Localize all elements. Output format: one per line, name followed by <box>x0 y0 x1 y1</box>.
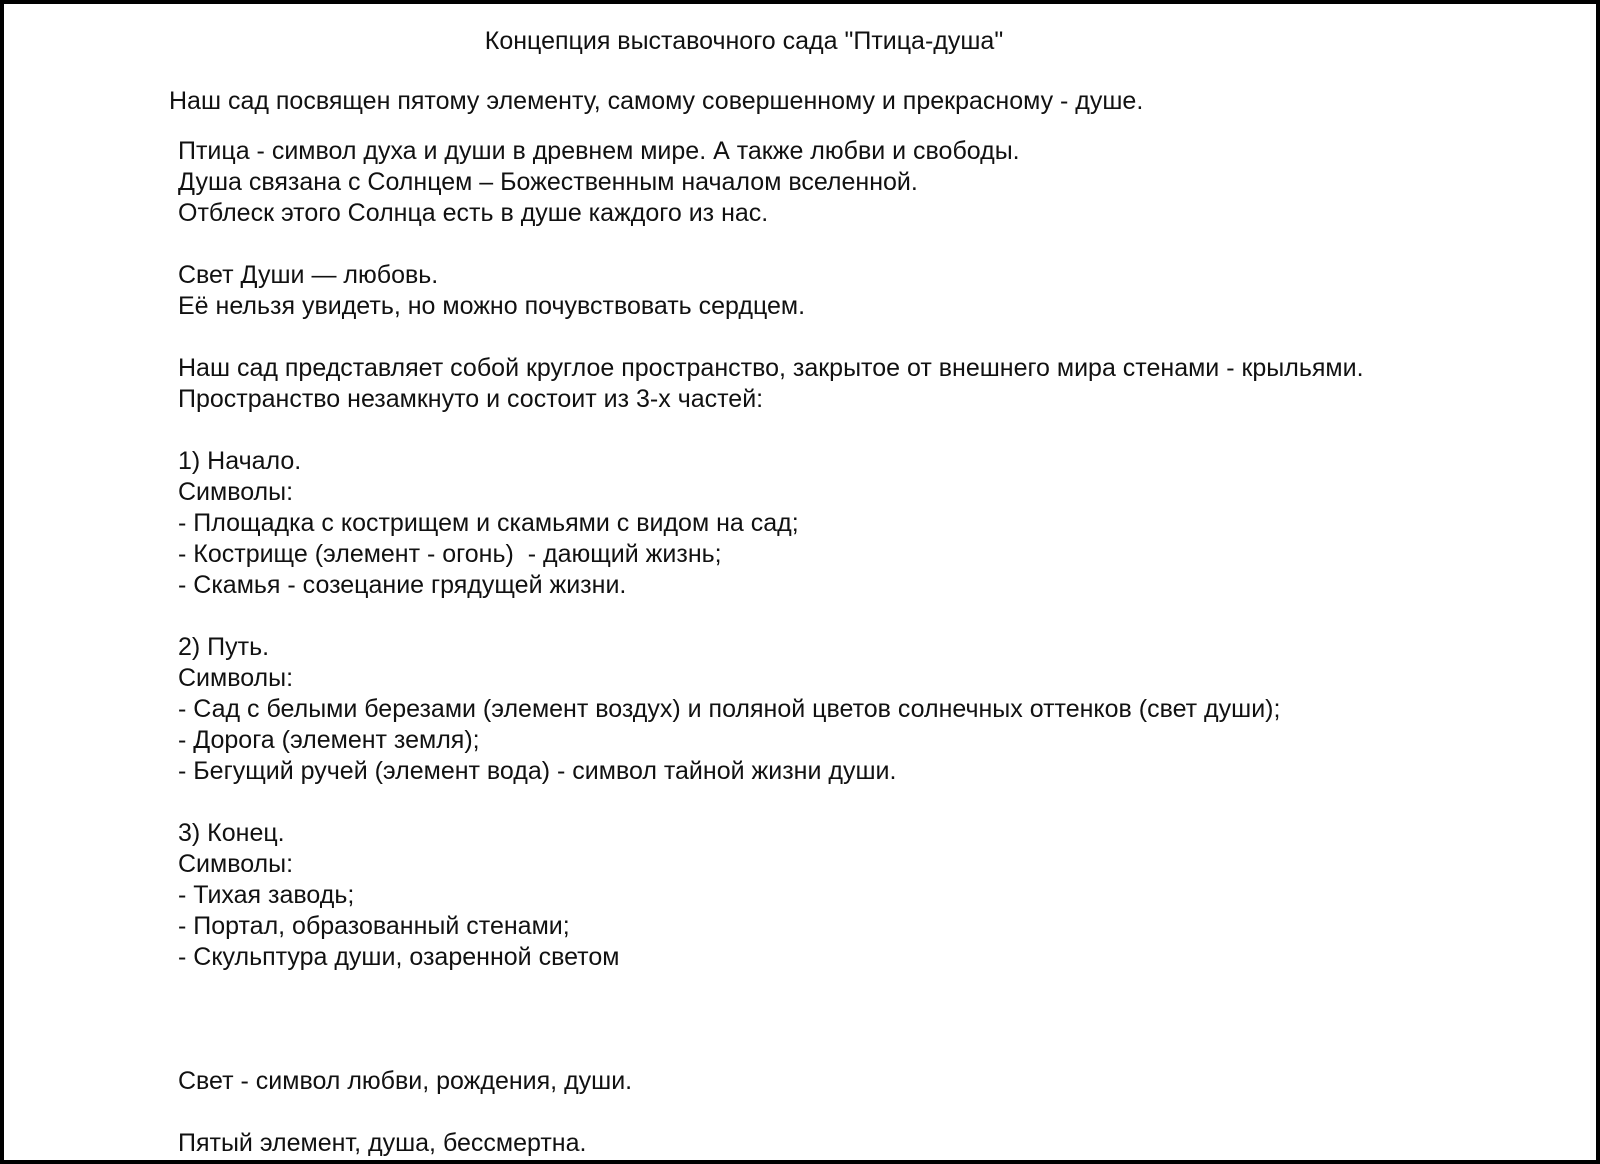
paragraph-gap <box>178 1035 1364 1066</box>
part-3-item: - Скульптура души, озаренной светом <box>178 943 620 971</box>
part-2-symbols-label: Символы: <box>178 664 294 692</box>
part-1-heading: 1) Начало. <box>178 447 302 475</box>
space-line-2: Пространство незамкнуто и состоит из 3-х частей: <box>178 385 764 413</box>
light-line-2: Её нельзя увидеть, но можно почувствовать сердцем. <box>178 292 806 320</box>
paragraph-gap <box>178 973 1364 1035</box>
part-3-item: - Портал, образованный стенами; <box>178 912 570 940</box>
closing-line-1: Свет - символ любви, рождения, души. <box>178 1067 633 1095</box>
paragraph-gap <box>178 787 1364 818</box>
part-2-heading: 2) Путь. <box>178 633 270 661</box>
part-3-symbols-label: Символы: <box>178 850 294 878</box>
space-line-1: Наш сад представляет собой круглое пространство, закрытое от внешнего мира стенами - крыльями. <box>178 354 1364 382</box>
part-2-item: - Сад с белыми березами (элемент воздух) и поляной цветов солнечных оттенков (свет души); <box>178 695 1281 723</box>
paragraph-gap <box>178 229 1364 260</box>
bird-line-3: Отблеск этого Солнца есть в душе каждого из нас. <box>178 199 769 227</box>
paragraph-gap <box>178 601 1364 632</box>
bird-line-2: Душа связана с Солнцем – Божественным началом вселенной. <box>178 168 918 196</box>
document-body <box>178 136 1364 1159</box>
paragraph-gap <box>178 415 1364 446</box>
part-1-item: - Кострище (элемент - огонь) - дающий жизнь; <box>178 540 722 568</box>
part-1-item: - Площадка с кострищем и скамьями с видом на сад; <box>178 509 799 537</box>
intro-line: Наш сад посвящен пятому элементу, самому совершенному и прекрасному - душе. <box>169 87 1144 115</box>
bird-line-1: Птица - символ духа и души в древнем мире. А также любви и свободы. <box>178 137 1020 165</box>
paragraph-gap <box>178 1097 1364 1128</box>
part-3-item: - Тихая заводь; <box>178 881 355 909</box>
closing-line-2: Пятый элемент, душа, бессмертна. <box>178 1129 587 1157</box>
document-title: Концепция выставочного сада "Птица-душа" <box>484 27 1004 55</box>
part-2-item: - Бегущий ручей (элемент вода) - символ тайной жизни души. <box>178 757 897 785</box>
part-1-symbols-label: Символы: <box>178 478 294 506</box>
part-2-item: - Дорога (элемент земля); <box>178 726 480 754</box>
part-1-item: - Скамья - созецание грядущей жизни. <box>178 571 627 599</box>
light-line-1: Свет Души — любовь. <box>178 261 439 289</box>
part-3-heading: 3) Конец. <box>178 819 285 847</box>
paragraph-gap <box>178 322 1364 353</box>
